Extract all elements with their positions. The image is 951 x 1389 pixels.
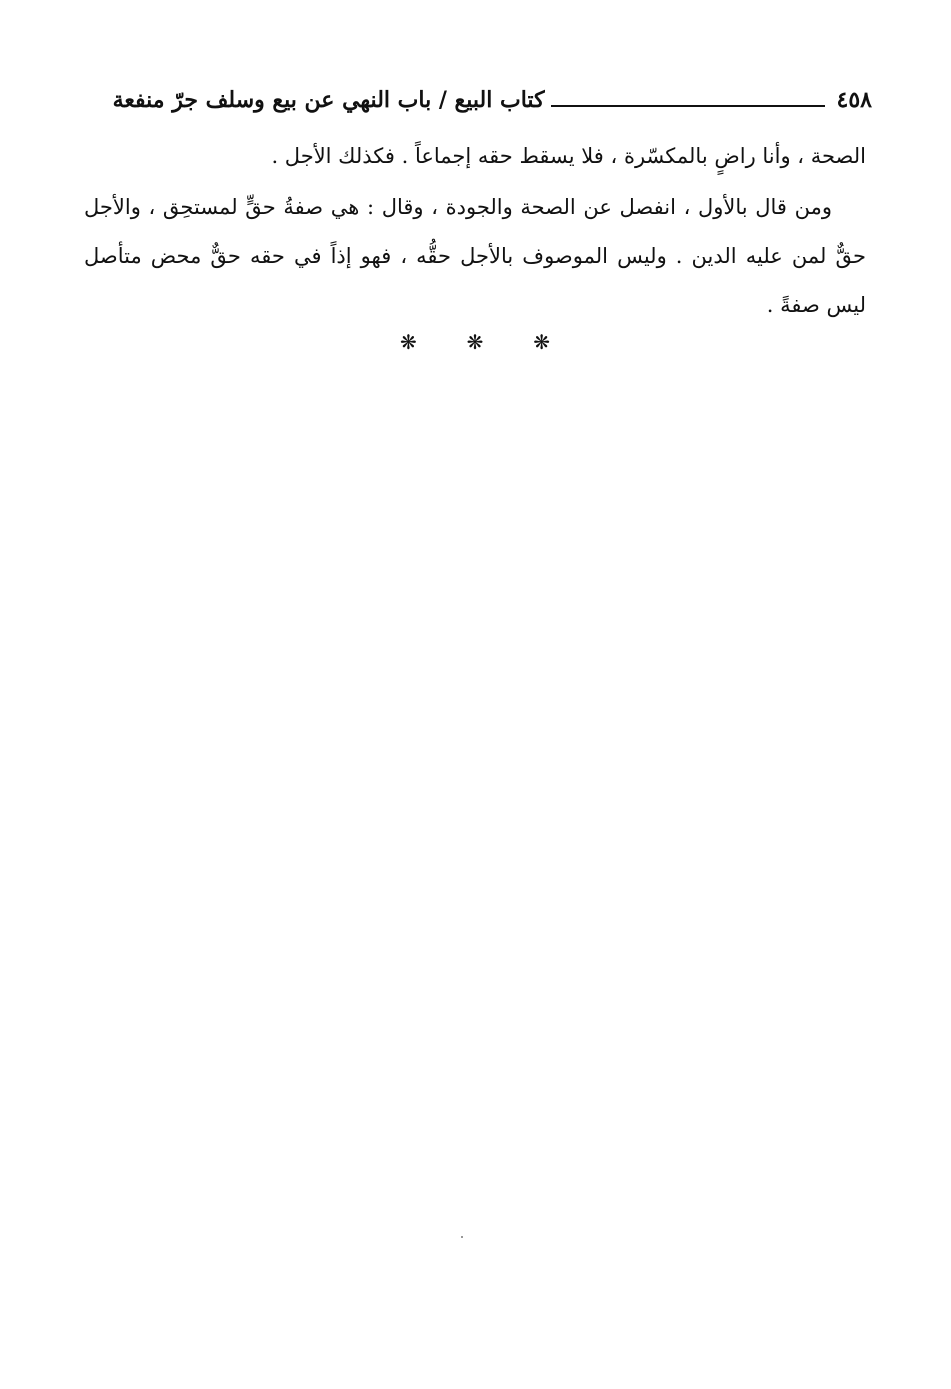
section-separator: [400, 330, 550, 354]
page-header: [86, 82, 872, 118]
asterism-icon: ❋: [400, 330, 417, 354]
header-rule: [551, 105, 825, 107]
running-title: كتاب البيع / باب النهي عن بيع وسلف جرّ منفعة: [112, 87, 545, 113]
asterism-icon: ❋: [533, 330, 550, 354]
body-text: [84, 132, 866, 330]
scan-speck: [461, 1236, 463, 1238]
asterism-icon: ❋: [466, 330, 484, 354]
page-number: ٤٥٨: [836, 87, 872, 113]
paragraph: ومن قال بالأول ، انفصل عن الصحة والجودة ، وقال : هي صفةُ حقٍّ لمستحِق ، والأجل حقٌّ لمن عليه الدين . وليس الموصوف بالأجل حقُّه ، فهو إذاً في حقه حقٌّ محض متأصل ليس صفةً .: [84, 195, 866, 317]
paragraph: الصحة ، وأنا راضٍ بالمكسّرة ، فلا يسقط حقه إجماعاً . فكذلك الأجل .: [271, 144, 866, 168]
